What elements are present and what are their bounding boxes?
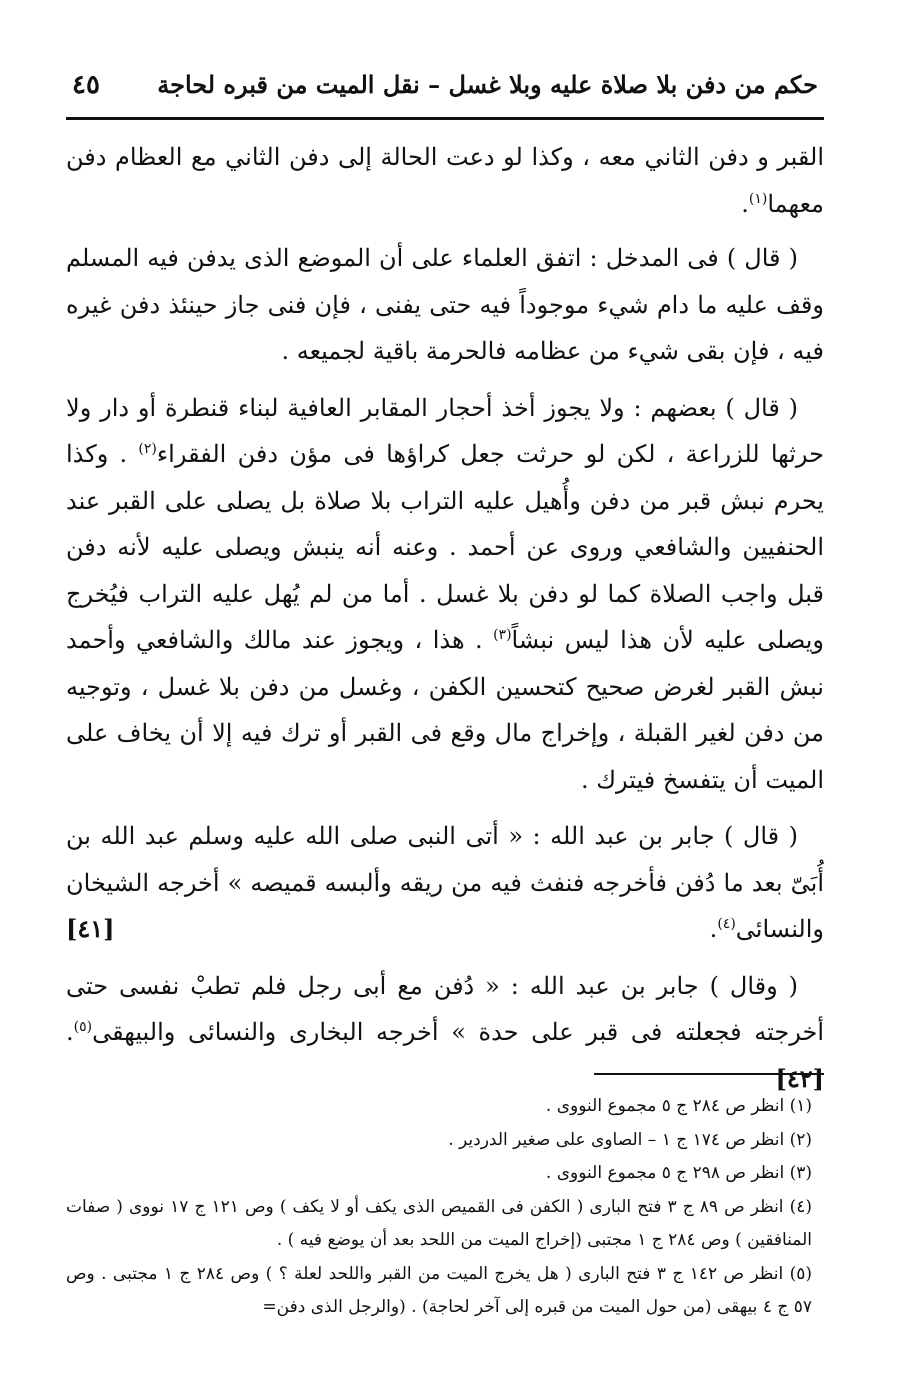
footnote-5: (٥) انظر ص ١٤٢ ج ٣ فتح البارى ( هل يخرج الميت من القبر واللحد لعلة ؟ ) وص ٢٨٤ ج ١ مجتبى . وص ٥٧ ج ٤ بيهقى (من حول الميت من قبره إلى آخر لحاجة) . (والرجل الذى دفن= — [66, 1263, 813, 1317]
hadith-number-41: [٤١] — [66, 914, 115, 943]
paragraph-4: ( قال ) جابر بن عبد الله : « أتى النبى صلى الله عليه وسلم عبد الله بن أُبَىّ بعد ما دُفن فأخرجه فنفث فيه من ريقه وألبسه قميصه » أخرجه الشيخان والنسائى$^{(٤)}$. [٤١] — [66, 813, 824, 953]
paragraph-1: القبر و دفن الثاني معه ، وكذا لو دعت الحالة إلى دفن الثاني مع العظام دفن معهما$^{(١)}$. — [66, 143, 824, 218]
paragraph-5: ( وقال ) جابر بن عبد الله : « دُفن مع أبى رجل فلم تطبْ نفسى حتى أخرجته فجعلته فى قبر على حدة » أخرجه البخارى والنسائى والبيهقى$^{(٥)}$. [٤٢] — [66, 971, 824, 1093]
footnote-ref-4: (٤) — [717, 916, 736, 932]
paragraph-3: ( قال ) بعضهم : ولا يجوز أخذ أحجار المقابر العافية لبناء قنطرة أو دار ولا حرثها للزراعة ، لكن لو حرثت جعل كراؤها فى مؤن دفن الفقراء$^{(٢)}$ . وكذا يحرم نبش قبر من دفن وأُهيل عليه التراب بلا صلاة بل يصلى على القبر عند الحنفيين والشافعي وروى عن أحمد . وعنه أنه ينبش ويصلى عليه لأنه دفن قبل واجب الصلاة كما لو دفن بلا غسل . أما من لم يُهل عليه التراب فيُخرج ويصلى عليه لأن هذا ليس نبشاً$^{(٣)}$ . هذا ، ويجوز عند مالك والشافعي وأحمد نبش القبر لغرض صحيح كتحسين الكفن ، وغسل من دفن بلا غسل ، وتوجيه من دفن لغير القبلة ، وإخراج مال وقع فى القبر أو ترك فيه إلا أن يخاف على الميت أن يتفسخ فيترك . — [66, 393, 824, 794]
footnote-ref-3: (٣) — [493, 627, 512, 643]
main-text — [66, 134, 824, 1102]
page-number: ٤٥ — [72, 70, 100, 100]
running-header — [66, 70, 824, 120]
book-page — [66, 70, 824, 1317]
header-title: حكم من دفن بلا صلاة عليه وبلا غسل – نقل الميت من قبره لحاجة — [157, 70, 818, 99]
paragraph-2: ( قال ) فى المدخل : اتفق العلماء على أن الموضع الذى يدفن فيه المسلم وقف عليه ما دام شيء موجوداً فيه حتى يفنى ، فإن فنى جاز حينئذ دفن غيره فيه ، فإن بقى شيء من عظامه فالحرمة باقية لجميعه . — [66, 244, 824, 365]
footnote-separator — [594, 1073, 824, 1075]
footnote-4: (٤) انظر ص ٨٩ ج ٣ فتح البارى ( الكفن فى القميص الذى يكف أو لا يكف ) وص ١٢١ ج ١٧ نووى ( صفات المنافقين ) وص ٢٨٤ ج ١ مجتبى (إخراج الميت من اللحد بعد أن يوضع فيه ) . — [66, 1196, 813, 1250]
footnotes — [66, 1090, 824, 1325]
footnote-2: (٢) انظر ص ١٧٤ ج ١ – الصاوى على صغير الدردير . — [448, 1129, 812, 1150]
footnote-3: (٣) انظر ص ٢٩٨ ج ٥ مجموع النووى . — [545, 1163, 812, 1183]
footnote-1: (١) انظر ص ٢٨٤ ج ٥ مجموع النووى . — [545, 1096, 812, 1116]
footnote-ref-5: (٥) — [73, 1019, 93, 1035]
footnote-ref-1: (١) — [748, 190, 768, 207]
hadith-number-42: [٤٢] — [775, 1063, 824, 1093]
footnote-ref-2: (٢) — [138, 441, 157, 457]
